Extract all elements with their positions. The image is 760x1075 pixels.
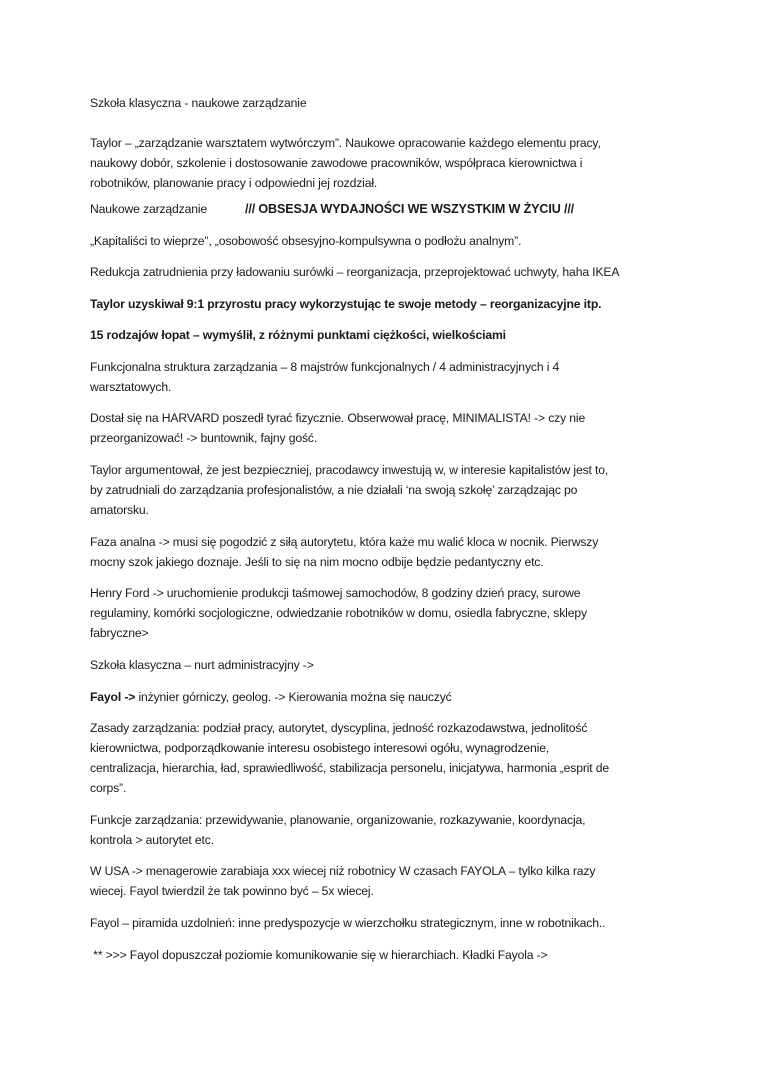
paragraph-reduction: Redukcja zatrudnienia przy ładowaniu surówki – reorganizacja, przeprojektować uchwyty, haha IKEA	[90, 265, 620, 279]
paragraph-principles-line: Zasady zarządzania: podział pracy, autorytet, dyscyplina, jedność rozkazodawstwa, jednolitość	[90, 721, 588, 735]
paragraph-anal-phase-line: mocny szok jakiego doznaje. Jeśli to się na nim mocno odbije będzie pedantyczny etc.	[90, 555, 544, 569]
paragraph-taylor-line: naukowy dobór, szkolenie i dostosowanie zawodowe pracowników, współpraca kierownictwa i	[90, 156, 583, 170]
paragraph-argument-line: amatorsku.	[90, 503, 149, 517]
fayol-bold-label: Fayol ->	[90, 690, 136, 704]
paragraph-harvard-line: przeorganizować! -> buntownik, fajny gość.	[90, 431, 318, 445]
paragraph-usa-line: W USA -> menagerowie zarabiaja xxx wiecej niż robotnicy W czasach FAYOLA – tylko kilka razy	[90, 864, 596, 878]
fayol-description: inżynier górniczy, geolog. -> Kierowania można się nauczyć	[135, 690, 452, 704]
paragraph-ford-line: regulaminy, komórki socjologiczne, odwiedzanie robotników w domu, osiedla fabryczne, sklepy	[90, 606, 587, 620]
heading-scientific-management: Szkoła klasyczna - naukowe zarządzanie	[90, 96, 307, 110]
paragraph-shovels: 15 rodzajów łopat – wymyślił, z różnymi punktami ciężkości, wielkościami	[90, 328, 506, 342]
paragraph-functions-line: kontrola > autorytet etc.	[90, 833, 214, 847]
paragraph-taylor-line: Taylor – „zarządzanie warsztatem wytwórczym”. Naukowe opracowanie każdego elementu pracy,	[90, 136, 601, 150]
paragraph-argument-line: by zatrudniali do zarządzania profesjonalistów, a nie działali ‘na swoją szkołę’ zarządzając po	[90, 483, 578, 497]
paragraph-principles-line: kierownictwa, podporządkowanie interesu osobistego interesowi ogółu, wynagrodzenie,	[90, 741, 550, 755]
paragraph-taylor-ratio: Taylor uzyskiwał 9:1 przyrostu pracy wykorzystując te swoje metody – reorganizacyjne itp.	[90, 297, 602, 311]
paragraph-anal-phase-line: Faza analna -> musi się pogodzić z siłą autorytetu, która każe mu walić kloca w nocnik. Pierwszy	[90, 535, 599, 549]
paragraph-usa-line: wiecej. Fayol twierdzil że tak powinno być – 5x wiecej.	[90, 884, 374, 898]
paragraph-fayol	[90, 689, 452, 705]
paragraph-principles-line: centralizacja, hierarchia, ład, sprawiedliwość, stabilizacja personelu, inicjatywa, harmonia „esprit de	[90, 761, 610, 775]
paragraph-taylor-line: robotników, planowanie pracy i odpowiedni jej rozdział.	[90, 176, 378, 190]
paragraph-functional-line: warsztatowych.	[90, 380, 172, 394]
paragraph-principles-line: corps”.	[90, 781, 127, 795]
paragraph-pyramid: Fayol – piramida uzdolnień: inne predyspozycje w wierzchołku strategicznym, inne w robotnikach..	[90, 916, 606, 930]
paragraph-ford-line: fabryczne>	[90, 626, 149, 640]
paragraph-harvard-line: Dostał się na HARVARD poszedł tyrać fizycznie. Obserwował pracę, MINIMALISTA! -> czy nie	[90, 411, 586, 425]
paragraph-ford-line: Henry Ford -> uruchomienie produkcji taśmowej samochodów, 8 godziny dzień pracy, surowe	[90, 586, 581, 600]
paragraph-obsession	[90, 201, 575, 217]
paragraph-functional-line: Funkcjonalna struktura zarządzania – 8 majstrów funkcjonalnych / 4 administracyjnych i 4	[90, 360, 560, 374]
paragraph-argument-line: Taylor argumentował, że jest bezpieczniej, pracodawcy inwestują w, w interesie kapitalistów jest to,	[90, 463, 609, 477]
paragraph-functions-line: Funkcje zarządzania: przewidywanie, planowanie, organizowanie, rozkazywanie, koordynacja,	[90, 813, 586, 827]
obsession-bold-text: /// OBSESJA WYDAJNOŚCI WE WSZYSTKIM W ŻYCIU ///	[245, 202, 575, 216]
paragraph-communication: ** >>> Fayol dopuszczał poziomie komunikowanie się w hierarchiach. Kładki Fayola ->	[90, 948, 548, 962]
paragraph-quotes: „Kapitaliści to wieprze”, „osobowość obsesyjno-kompulsywna o podłożu analnym”.	[90, 234, 522, 248]
label-scientific-management: Naukowe zarządzanie	[90, 202, 208, 216]
heading-administrative: Szkoła klasyczna – nurt administracyjny ->	[90, 658, 314, 672]
